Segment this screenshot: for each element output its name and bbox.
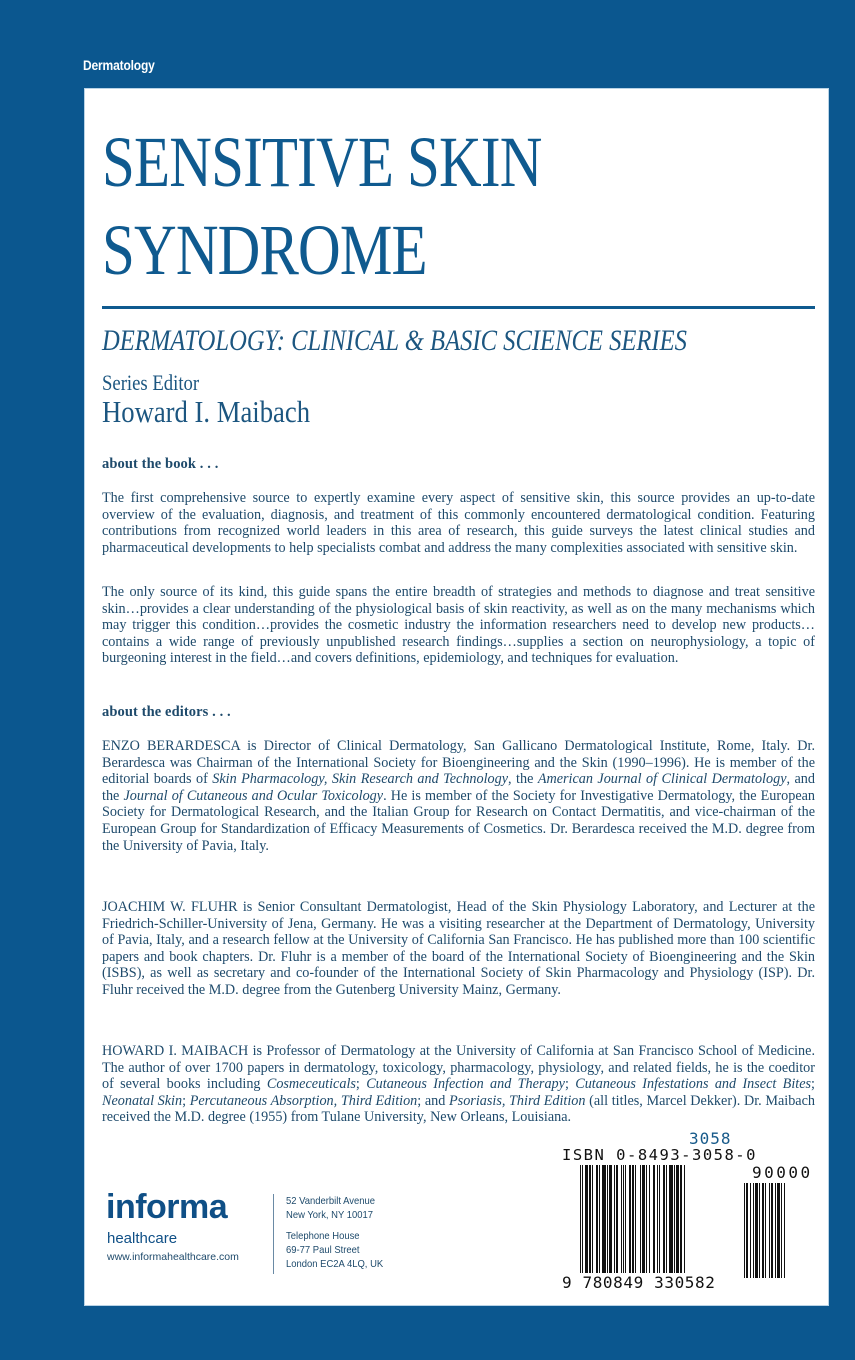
barcode-bar (674, 1165, 675, 1273)
barcode-bar (632, 1165, 634, 1273)
about-book-text-1: The first comprehensive source to expertly examine every aspect of sensitive skin, this source provides an up-to-date overview of the evaluation, diagnosis, and treatment of this commonly encountered dermatological condition. Featuring contributions from recognized world leaders in this area of research, this guide surveys the latest clinical studies and pharmaceutical developments to help specialists combat and address the many complexities associated with sensitive skin. (102, 490, 815, 556)
separator: ; (182, 1092, 190, 1109)
barcode-bar (614, 1165, 615, 1273)
about-editors-heading: about the editors . . . (102, 704, 231, 720)
category-label: Dermatology (83, 57, 155, 73)
barcode-bar (592, 1165, 593, 1273)
barcode-bar (755, 1183, 758, 1278)
barcode-bar (676, 1165, 679, 1273)
barcode-bar (580, 1165, 581, 1273)
separator: ; and (417, 1092, 450, 1109)
bio-text: HOWARD I. MAIBACH is Professor of Dermatology at the University of California at San Francisco School of Medicine. The author of over 1700 papers in dermatology, toxicology, pharmacology, physiology, and related fields, he is the coeditor of several books including (102, 1043, 815, 1093)
barcode-bar (746, 1183, 748, 1278)
publisher-logo: informa (106, 1188, 228, 1226)
barcode-bar (771, 1183, 773, 1278)
about-book-paragraph-1 (102, 490, 815, 556)
address-line: 52 Vanderbilt Avenue (286, 1195, 375, 1207)
book-title-ref: Cutaneous Infection and Therapy (366, 1076, 565, 1093)
address-line: London EC2A 4LQ, UK (286, 1258, 384, 1270)
barcode-bar (769, 1183, 770, 1278)
title-divider (102, 306, 815, 309)
ean-left-group: 780849 (582, 1273, 644, 1292)
barcode-bar (599, 1165, 600, 1273)
barcode-bar (666, 1165, 667, 1273)
barcode-bar (625, 1165, 626, 1273)
series-editor-name: Howard I. Maibach (102, 394, 311, 429)
barcode-bar (635, 1165, 636, 1273)
book-title (102, 118, 542, 294)
barcode-bar (589, 1165, 591, 1273)
barcode-bar (649, 1165, 650, 1273)
addon-barcode-bars (744, 1183, 812, 1278)
separator: ; (564, 1076, 576, 1093)
publisher-url: www.informahealthcare.com (107, 1251, 239, 1263)
barcode-bar (607, 1165, 608, 1273)
barcode-bar (759, 1183, 760, 1278)
barcode-bar (784, 1183, 785, 1278)
editor-bio-maibach (102, 1043, 815, 1126)
editor-bio-fluhr (102, 899, 815, 999)
editor-bio-berardesca (102, 738, 815, 854)
barcode-bar (646, 1165, 647, 1273)
barcode-bar (765, 1183, 766, 1278)
isbn-barcode (534, 1128, 824, 1298)
separator: ; (355, 1076, 367, 1093)
barcode-bar (781, 1183, 782, 1278)
bio-text: ENZO BERARDESCA is Director of Clinical Dermatology, San Gallicano Dermatological Institute, Rome, Italy. Dr. Berardesca was Chairman of the International Society for Bioengineering and the Skin (1990–1996). He is member of the editorial boards of (102, 738, 815, 788)
bio-text: JOACHIM W. FLUHR is Senior Consultant Dermatologist, Head of the Skin Physiology Laboratory, and Lecturer at the Friedrich-Schiller-University of Jena, Germany. He was a visiting researcher at the Department of Dermatology, University of Pavia, Italy, and a research fellow at the University of California San Francisco. He has published more than 100 scientific papers and book chapters. Dr. Fluhr is a member of the board of the International Society of Bioengineering and the Skin (ISBS), as well as secretary and co-founder of the International Society of Skin Pharmacology and Physiology (ISP). Dr. Fluhr received the M.D. degree from the Gutenberg University Mainz, Germany. (102, 899, 815, 998)
address-new-york (286, 1194, 375, 1222)
barcode-bar (616, 1165, 618, 1273)
series-title: DERMATOLOGY: CLINICAL & BASIC SCIENCE SERIES (102, 324, 687, 357)
product-code: 3058 (689, 1129, 732, 1148)
separator: ; (811, 1076, 815, 1093)
isbn-text: ISBN 0-8493-3058-0 (562, 1146, 757, 1164)
barcode-bar (609, 1165, 612, 1273)
barcode-bar (753, 1183, 754, 1278)
barcode-bar (750, 1183, 751, 1278)
back-cover-panel (84, 88, 829, 1306)
barcode-bar (680, 1165, 682, 1273)
book-title-line-1: SENSITIVE SKIN (102, 122, 542, 202)
barcode-bar (640, 1165, 641, 1273)
barcode-bar (642, 1165, 645, 1273)
barcode-bar (669, 1165, 673, 1273)
barcode-bar (621, 1165, 622, 1273)
ean-prefix: 9 (562, 1273, 573, 1292)
address-line: Telephone House (286, 1230, 360, 1242)
bio-text: . He is member of the Society for Investigative Dermatology, the European Society for Dermatological Research, and the Italian Group for Research on Contact Dermatitis, and vice-chairman of the European Group for Standardization of Efficacy Measurements of Cosmetics. Dr. Berardesca received the M.D. degree from the University of Pavia, Italy. (102, 787, 816, 854)
journal-title: Skin Pharmacology, Skin Research and Technology (212, 771, 509, 788)
barcode-bar (777, 1183, 780, 1278)
about-book-text-2: The only source of its kind, this guide spans the entire breadth of strategies and methods to diagnose and treat sensitive skin…provides a clear understanding of the physiological basis of skin reactivity, as well as on the many mechanisms which may trigger this condition…provides the cosmetic industry the information researchers need to develop new products…contains a wide range of previously unpublished research findings…supplies a section on neurophysiology, a topic of burgeoning interest in the field…and covers definitions, epidemiology, and techniques for evaluation. (102, 584, 815, 667)
journal-title: Journal of Cutaneous and Ocular Toxicology (123, 787, 384, 804)
about-book-paragraph-2 (102, 584, 815, 667)
book-title-ref: Neonatal Skin (102, 1092, 183, 1109)
barcode-bar (582, 1165, 583, 1273)
book-title-ref: Cosmeceuticals (266, 1076, 356, 1093)
ean-right-group: 330582 (654, 1273, 716, 1292)
about-book-heading: about the book . . . (102, 456, 219, 472)
address-line: 69-77 Paul Street (286, 1244, 360, 1256)
barcode-bar (684, 1165, 685, 1273)
ean-digits (562, 1273, 716, 1292)
barcode-bar (623, 1165, 624, 1273)
barcode-bar (602, 1165, 606, 1273)
book-title-ref: Psoriasis, Third Edition (449, 1092, 586, 1109)
bio-text: , and the (102, 771, 815, 804)
journal-title: American Journal of Clinical Dermatology (537, 771, 787, 788)
barcode-bar (775, 1183, 776, 1278)
book-title-line-2: SYNDROME (102, 210, 427, 290)
addon-digits: 90000 (752, 1163, 813, 1182)
barcode-bar (762, 1183, 764, 1278)
series-editor-label: Series Editor (102, 370, 200, 395)
barcode-bar (585, 1165, 588, 1273)
publisher-divider (273, 1194, 274, 1274)
book-title-ref: Percutaneous Absorption, Third Edition (189, 1092, 418, 1109)
barcode-bar (629, 1165, 631, 1273)
address-london (286, 1229, 383, 1271)
barcode-bar (657, 1165, 658, 1273)
barcode-bar (653, 1165, 655, 1273)
publisher-block (106, 1188, 446, 1278)
bio-text: , the (508, 771, 538, 788)
address-line: New York, NY 10017 (286, 1209, 374, 1221)
barcode-bar (596, 1165, 598, 1273)
book-title-ref: Cutaneous Infestations and Insect Bites (575, 1076, 812, 1093)
bio-text: (all titles, Marcel Dekker). Dr. Maibach received the M.D. degree (1955) from Tulane University, New Orleans, Louisiana. (102, 1092, 815, 1126)
publisher-logo-subtitle: healthcare (107, 1230, 178, 1247)
barcode-bar (659, 1165, 660, 1273)
barcode-bar (744, 1183, 745, 1278)
barcode-bar (663, 1165, 665, 1273)
